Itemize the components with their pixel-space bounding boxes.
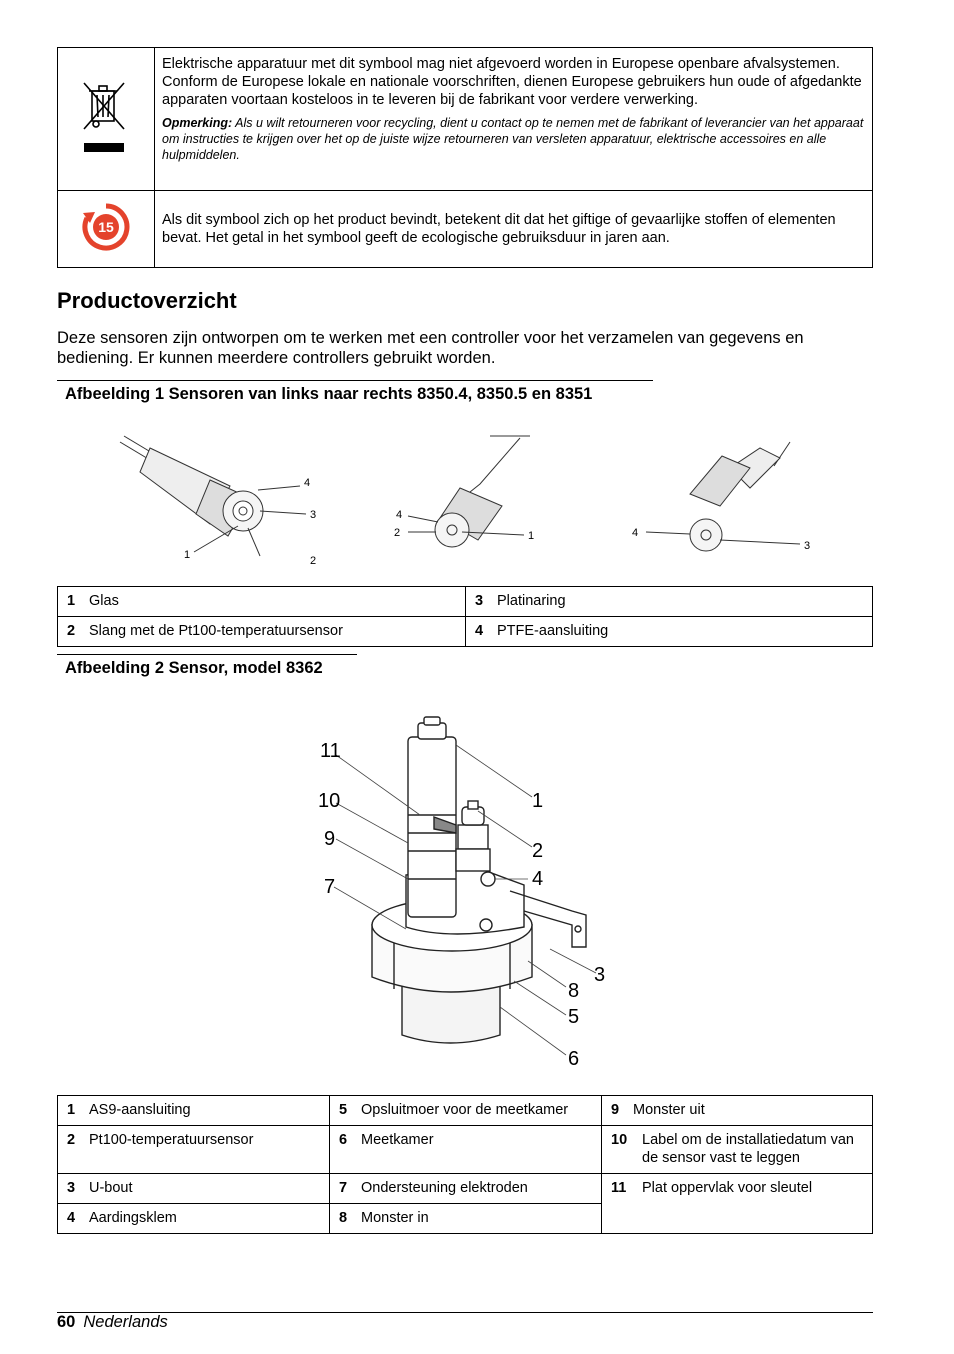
page-footer	[57, 1313, 168, 1332]
epup-15-icon	[81, 202, 131, 252]
figure1-legend	[57, 586, 873, 647]
sensor-8351	[646, 442, 800, 551]
fig2-callout: 11	[320, 740, 341, 762]
legend-item: 3 Platinaring	[466, 587, 873, 617]
footer-language: Nederlands	[83, 1313, 168, 1331]
symbol-description	[155, 48, 873, 191]
fig1-callout: 2	[310, 555, 317, 567]
fig2-callout: 10	[318, 790, 341, 812]
figure1-sensor-illustration	[110, 428, 830, 573]
legend-item: 1 AS9-aansluiting	[58, 1096, 330, 1126]
fig1-callout: 1	[184, 549, 191, 561]
symbols-table	[57, 47, 873, 268]
sensor-8350-4	[120, 436, 306, 556]
fig2-callout: 1	[532, 790, 544, 812]
note	[162, 115, 864, 163]
fig1-callout: 3	[804, 540, 811, 552]
legend-item: 4 Aardingsklem	[58, 1204, 330, 1234]
figure1-caption: Afbeelding 1 Sensoren van links naar rechts 8350.4, 8350.5 en 8351	[57, 380, 653, 404]
legend-item: 7 Ondersteuning elektroden	[330, 1174, 602, 1204]
legend-item: 1 Glas	[58, 587, 466, 617]
fig1-callout: 2	[394, 527, 401, 539]
symbol-icon-cell	[58, 48, 155, 191]
legend-item: 11 Plat oppervlak voor sleutel	[602, 1174, 873, 1234]
note-label: Opmerking:	[162, 116, 233, 130]
section-title: Productoverzicht	[57, 288, 237, 313]
footer-rule	[57, 1312, 873, 1313]
weee-text: Elektrische apparatuur met dit symbool mag niet afgevoerd worden in Europese openbare afvalsystemen. Conform de Europese lokale en nationale voorschriften, dienen Europese gebruikers hun oude of afgedankte apparaten voortaan kosteloos in te leveren bij de fabrikant voor verdere verwerking.	[162, 56, 862, 108]
epup-number: 15	[98, 218, 114, 235]
fig1-callout: 4	[632, 527, 639, 539]
figure2-caption: Afbeelding 2 Sensor, model 8362	[57, 654, 357, 678]
symbol-description	[155, 191, 873, 268]
crossed-out-wheelie-bin-icon	[76, 77, 136, 157]
legend-item: 8 Monster in	[330, 1204, 602, 1234]
legend-item: 4 PTFE-aansluiting	[466, 617, 873, 647]
sensor-8350-5	[408, 436, 530, 547]
legend-item: 5 Opsluitmoer voor de meetkamer	[330, 1096, 602, 1126]
fig1-callout: 3	[310, 509, 317, 521]
fig2-callout: 9	[324, 828, 336, 850]
fig1-callout: 1	[528, 530, 535, 542]
legend-item: 2 Slang met de Pt100-temperatuursensor	[58, 617, 466, 647]
legend-item: 10 Label om de installatiedatum van de sensor vast te leggen	[602, 1126, 873, 1174]
fig2-callout: 3	[594, 964, 606, 986]
figure2-legend	[57, 1095, 873, 1234]
figure2-sensor-illustration	[310, 715, 620, 1075]
legend-item: 9 Monster uit	[602, 1096, 873, 1126]
fig1-callout: 4	[304, 477, 311, 489]
legend-item: 2 Pt100-temperatuursensor	[58, 1126, 330, 1174]
fig2-callout: 8	[568, 980, 580, 1002]
section-intro: Deze sensoren zijn ontworpen om te werken met een controller voor het verzamelen van gegevens en bediening. Er kunnen meerdere controllers gebruikt worden.	[57, 329, 804, 367]
fig1-callout: 4	[396, 509, 403, 521]
fig2-callout: 2	[532, 840, 544, 862]
fig2-callout: 4	[532, 868, 544, 890]
page-number: 60	[57, 1313, 76, 1331]
fig2-callout: 5	[568, 1006, 580, 1028]
symbol-icon-cell	[58, 191, 155, 268]
note-text: Als u wilt retourneren voor recycling, dient u contact op te nemen met de fabrikant of leverancier van het apparaat om instructies te krijgen over het op de juiste wijze retourneren van versleten apparatuur, elektrische accessoires en alle hulpmiddelen.	[162, 116, 864, 162]
legend-item: 6 Meetkamer	[330, 1126, 602, 1174]
fig2-callout: 7	[324, 876, 336, 898]
legend-item: 3 U-bout	[58, 1174, 330, 1204]
epup-text: Als dit symbool zich op het product bevindt, betekent dit dat het giftige of gevaarlijke stoffen of elementen bevat. Het getal in het symbool geeft de ecologische gebruiksduur in jaren aan.	[162, 212, 836, 246]
fig2-callout: 6	[568, 1048, 580, 1070]
